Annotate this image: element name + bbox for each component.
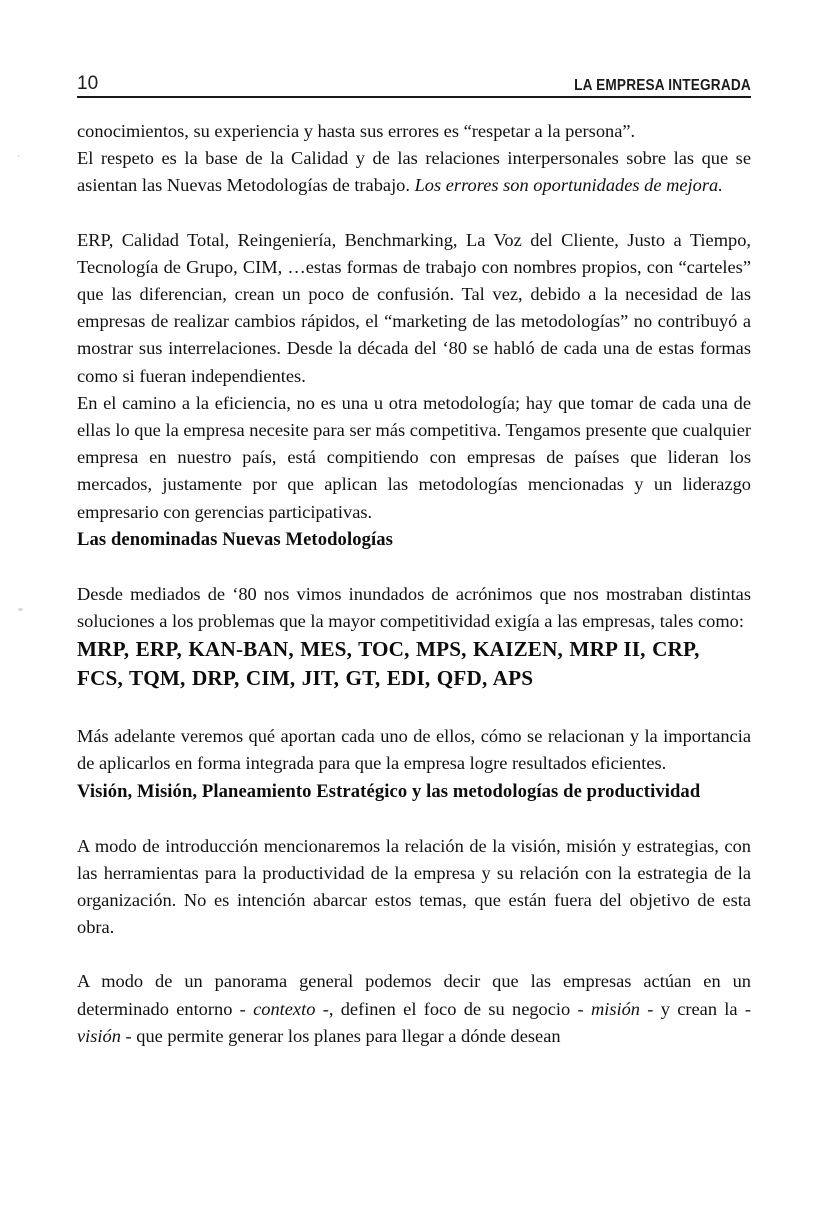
paragraph-1-emphasis: Los errores son oportunidades de mejora. bbox=[414, 175, 723, 196]
paragraph-7-emphasis-vision: visión bbox=[77, 1025, 121, 1046]
paragraph-7-emphasis-mision: misión bbox=[590, 998, 640, 1019]
paragraph-6-text: A modo de introducción mencionaremos la relación de la visión, misión y estrategias, con las herramientas para la productividad de la empresa y su relación con la estrategia de la organización. No es intención abarcar estos temas, que están fuera del objetivo de esta obra. bbox=[77, 835, 751, 938]
body-text-column bbox=[77, 118, 751, 1050]
paragraph-2-text: ERP, Calidad Total, Reingeniería, Benchmarking, La Voz del Cliente, Justo a Tiempo, Tecnología de Grupo, CIM, …estas formas de trabajo con nombres propios, con “carteles” que las diferencian, crean un poco de confusión. Tal vez, debido a la necesidad de las empresas de realizar cambios rápidos, el “marketing de las metodologías” no contribuyó a mostrar sus interrelaciones. Desde la década del ‘80 se habló de cada una de estas formas como si fueran independientes. bbox=[77, 229, 751, 386]
paragraph-1-text: El respeto es la base de la Calidad y de las relaciones interpersonales sobre las que se asientan las Nuevas Metodologías de trabajo. bbox=[77, 148, 751, 196]
scan-artifact-speck bbox=[17, 155, 20, 157]
paragraph-7-part-c: - y crean la - bbox=[640, 998, 751, 1019]
acronym-list bbox=[77, 635, 751, 693]
paragraph-1-line-1: conocimientos, su experiencia y hasta sus errores es “respetar a la persona”. bbox=[77, 121, 636, 141]
paragraph-4-text: Desde mediados de ‘80 nos vimos inundados de acrónimos que nos mostraban distintas soluciones a los problemas que la mayor competitividad exigía a las empresas, tales como: bbox=[77, 583, 751, 632]
section-heading-1-text: Las denominadas Nuevas Metodologías bbox=[77, 528, 394, 550]
page-number: 10 bbox=[77, 73, 99, 94]
paragraph-7-part-d: - que permite generar los planes para llegar a dónde desean bbox=[120, 1025, 561, 1046]
section-heading-2-text: Visión, Misión, Planeamiento Estratégico y las metodologías de productividad bbox=[77, 780, 701, 802]
paragraph-1 bbox=[77, 145, 751, 199]
acronym-list-text: MRP, ERP, KAN-BAN, MES, TOC, MPS, KAIZEN, MRP II, CRP, FCS, TQM, DRP, CIM, JIT, GT, EDI, QFD, APS bbox=[77, 637, 700, 691]
paragraph-3 bbox=[77, 390, 751, 526]
paragraph-5 bbox=[77, 723, 751, 777]
section-heading-1 bbox=[77, 526, 751, 553]
paragraph-2 bbox=[77, 227, 751, 390]
paragraph-7-part-a: A modo de un panorama general podemos decir que las empresas actúan en un determinado entorno - bbox=[77, 971, 751, 1019]
scan-artifact-speck bbox=[18, 608, 23, 611]
paragraph-3-text: En el camino a la eficiencia, no es una u otra metodología; hay que tomar de cada una de ellas lo que la empresa necesite para ser más competitiva. Tengamos presente que cualquier empresa en nuestro país, está compitiendo con empresas de países que lideran los mercados, justamente por que aplican las metodologías mencionadas y un liderazgo empresario con gerencias participativas. bbox=[77, 392, 751, 522]
paragraph-5-text: Más adelante veremos qué aportan cada uno de ellos, cómo se relacionan y la importancia de aplicarlos en forma integrada para que la empresa logre resultados eficientes. bbox=[77, 726, 751, 774]
running-head bbox=[77, 68, 751, 98]
paragraph-7 bbox=[77, 968, 751, 1050]
paragraph-7-part-b: -, definen el foco de su negocio - bbox=[315, 998, 591, 1019]
paragraph-4 bbox=[77, 581, 751, 635]
paragraph-continuation bbox=[77, 118, 751, 145]
paragraph-6 bbox=[77, 833, 751, 942]
paragraph-7-emphasis-contexto: contexto bbox=[253, 998, 316, 1019]
section-heading-2 bbox=[77, 778, 751, 805]
running-head-title: LA EMPRESA INTEGRADA bbox=[574, 76, 751, 94]
